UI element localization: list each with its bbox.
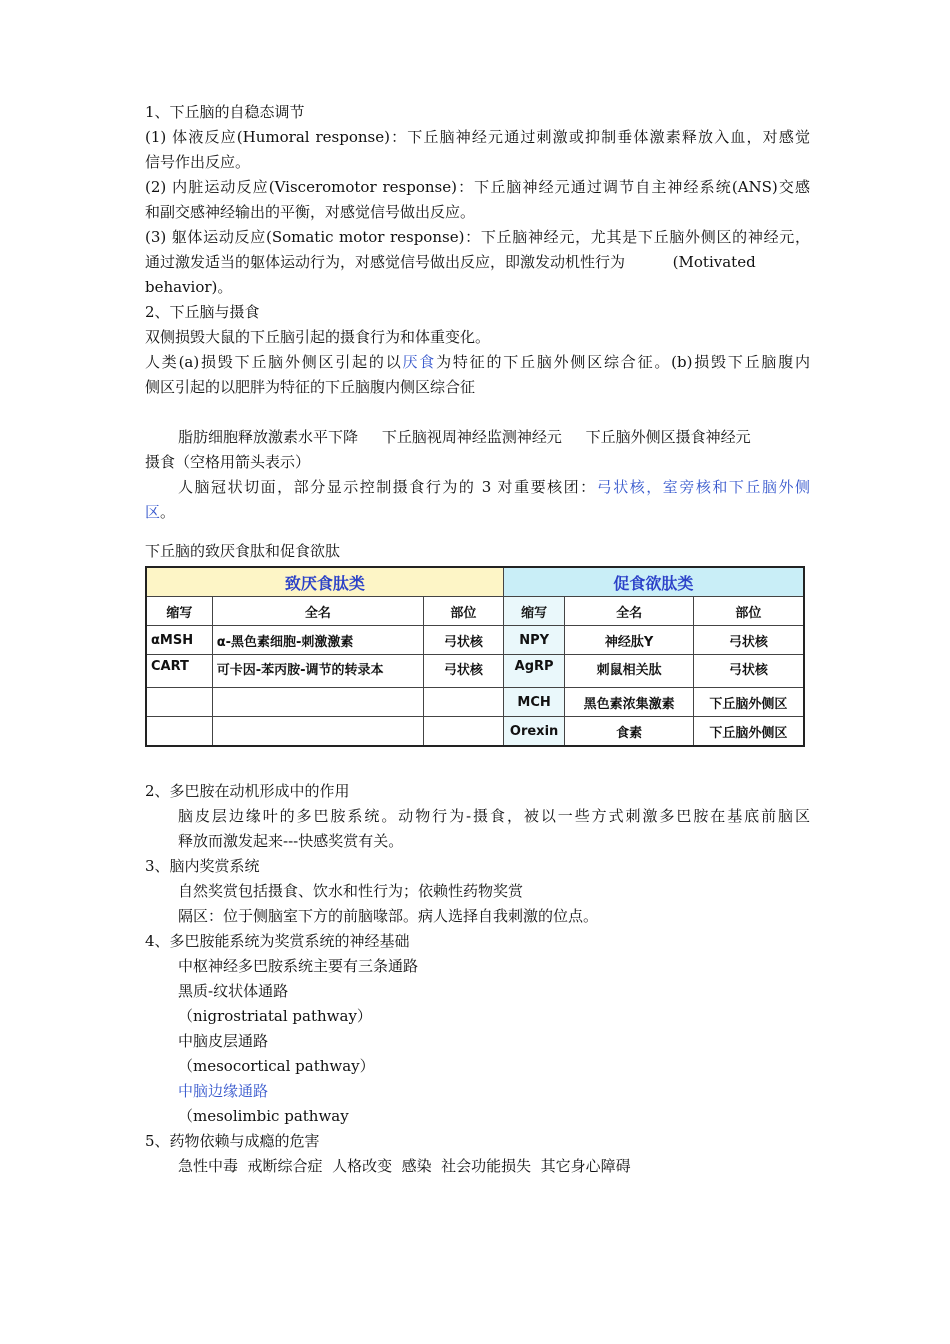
harms-line: 急性中毒 戒断综合症 人格改变 感染 社会功能损失 其它身心障碍 (178, 1157, 631, 1175)
table-cell: 弓状核 (693, 626, 804, 655)
reward-line-2: 隔区：位于侧脑室下方的前脑喙部。病人选择自我刺激的位点。 (178, 907, 599, 925)
col-site-b: 部位 (693, 597, 804, 626)
feeding-line-7 (145, 500, 810, 525)
feeding-line-6-pre: 人脑冠状切面，部分显示控制摄食行为的 3 对重要核团： (178, 478, 597, 496)
feeding-line-6 (145, 475, 810, 500)
table-cell: 食素 (565, 717, 693, 747)
nuclei-link-cont[interactable]: 区 (145, 503, 161, 521)
mesolimbic-link[interactable]: 中脑边缘通路 (178, 1082, 269, 1100)
pathway-line-1: 中枢神经多巴胺系统主要有三条通路 (178, 957, 419, 975)
table-cell: αMSH (146, 626, 212, 655)
table-cell: 刺鼠相关肽 (565, 655, 693, 688)
anorexia-link[interactable]: 厌食 (402, 353, 437, 371)
col-site-a: 部位 (423, 597, 503, 626)
paragraph-humoral-cont: 信号作出反应。 (145, 153, 251, 171)
table-column-header-row (146, 597, 804, 626)
table-cell: MCH (503, 688, 565, 717)
table-cell: Orexin (503, 717, 565, 747)
feeding-line-2-pre: 人类(a)损毁下丘脑外侧区引起的以 (145, 353, 403, 371)
feeding-line-3: 侧区引起的以肥胖为特征的下丘脑腹内侧区综合征 (145, 378, 476, 396)
peptide-table (145, 566, 805, 747)
section-4-title: 3、脑内奖赏系统 (145, 857, 260, 875)
table-cell: AgRP (503, 655, 565, 688)
table-cell: 神经肽Y (565, 626, 693, 655)
table-caption: 下丘脑的致厌食肽和促食欲肽 (145, 542, 341, 560)
paragraph-somatic: (3) 躯体运动反应(Somatic motor response)：下丘脑神经元，尤其是下丘脑外侧区的神经元， (145, 228, 810, 246)
feeding-line-7-post: 。 (160, 503, 176, 521)
feeding-line-5: 摄食（空格用箭头表示） (145, 453, 311, 471)
pathway-line-7: （mesolimbic pathway (178, 1107, 349, 1125)
table-cell: 弓状核 (423, 655, 503, 688)
feeding-line-4: 脂肪细胞释放激素水平下降 下丘脑视周神经监测神经元 下丘脑外侧区摄食神经元 (178, 428, 751, 446)
pathway-line-4: 中脑皮层通路 (178, 1032, 269, 1050)
reward-line-1: 自然奖赏包括摄食、饮水和性行为；依赖性药物奖赏 (178, 882, 524, 900)
col-abbr-a: 缩写 (146, 597, 212, 626)
section-2-title: 2、下丘脑与摄食 (145, 303, 260, 321)
nuclei-link[interactable]: 弓状核，室旁核和下丘脑外侧 (596, 478, 810, 496)
table-cell: 下丘脑外侧区 (693, 717, 804, 747)
anorexigenic-header: 致厌食肽类 (146, 567, 503, 597)
table-cell (423, 717, 503, 747)
table-cell (212, 688, 423, 717)
table-cell: CART (146, 655, 212, 688)
table-cell: 下丘脑外侧区 (693, 688, 804, 717)
table-cell (146, 717, 212, 747)
pathway-line-5: （mesocortical pathway） (178, 1057, 375, 1075)
feeding-line-1: 双侧损毁大鼠的下丘脑引起的摄食行为和体重变化。 (145, 328, 491, 346)
table-group-header-row (146, 567, 804, 597)
table-cell: α-黑色素细胞-刺激激素 (212, 626, 423, 655)
spacer (145, 400, 810, 425)
dopamine-line-1: 脑皮层边缘叶的多巴胺系统。动物行为-摄食，被以一些方式刺激多巴胺在基底前脑区 (178, 807, 810, 825)
table-cell: NPY (503, 626, 565, 655)
section-6-title: 5、药物依赖与成瘾的危害 (145, 1132, 320, 1150)
table-cell: 可卡因-苯丙胺-调节的转录本 (212, 655, 423, 688)
section-5-title: 4、多巴胺能系统为奖赏系统的神经基础 (145, 932, 410, 950)
table-cell: 弓状核 (693, 655, 804, 688)
paragraph-visceromotor-cont: 和副交感神经输出的平衡，对感觉信号做出反应。 (145, 203, 476, 221)
section-1-title: 1、下丘脑的自稳态调节 (145, 103, 305, 121)
table-cell: 弓状核 (423, 626, 503, 655)
dopamine-line-2: 释放而激发起来---快感奖赏有关。 (178, 832, 404, 850)
table-row (146, 717, 804, 747)
document-body (145, 100, 810, 1179)
feeding-line-2-post: 为特征的下丘脑外侧区综合征。(b)损毁下丘脑腹内 (436, 353, 810, 371)
paragraph-visceromotor: (2) 内脏运动反应(Visceromotor response)：下丘脑神经元通过调节自主神经系统(ANS)交感 (145, 178, 810, 196)
table-row (146, 688, 804, 717)
section-3-title: 2、多巴胺在动机形成中的作用 (145, 782, 350, 800)
table-row (146, 655, 804, 688)
table-cell (423, 688, 503, 717)
col-name-b: 全名 (565, 597, 693, 626)
paragraph-somatic-end: behavior)。 (145, 278, 233, 296)
spacer (145, 747, 810, 779)
col-name-a: 全名 (212, 597, 423, 626)
paragraph-somatic-cont: 通过激发适当的躯体运动行为，对感觉信号做出反应，即激发动机性行为 (Motivated (145, 253, 756, 271)
paragraph-humoral: (1) 体液反应(Humoral response)：下丘脑神经元通过刺激或抑制垂体激素释放入血，对感觉 (145, 128, 810, 146)
table-cell (212, 717, 423, 747)
feeding-line-2 (145, 350, 810, 375)
table-cell: 黑色素浓集激素 (565, 688, 693, 717)
orexigenic-header: 促食欲肽类 (503, 567, 804, 597)
col-abbr-b: 缩写 (503, 597, 565, 626)
table-cell (146, 688, 212, 717)
pathway-line-2: 黑质-纹状体通路 (178, 982, 289, 1000)
table-row (146, 626, 804, 655)
pathway-line-3: （nigrostriatal pathway） (178, 1007, 372, 1025)
